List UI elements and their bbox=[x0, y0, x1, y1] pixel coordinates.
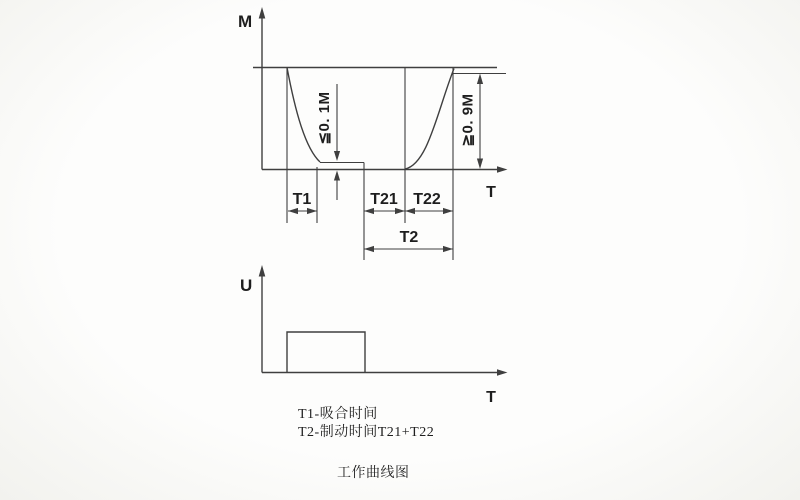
dim-t22-left-arrow-icon bbox=[405, 208, 415, 214]
dim-t1-label: T1 bbox=[292, 191, 312, 208]
dim-t2-left-arrow-icon bbox=[364, 246, 374, 252]
torque-09-annotation: ≧0. 9M bbox=[459, 93, 477, 147]
dim-torque-09 bbox=[460, 74, 484, 170]
dim-t1-left-arrow-icon bbox=[288, 208, 298, 214]
legend-line2: T2-制动时间T21+T22 bbox=[298, 425, 435, 440]
t-axis-arrow-bottom-icon bbox=[497, 369, 508, 375]
t-axis-label-top: T bbox=[486, 184, 496, 201]
dim-t21-label: T21 bbox=[370, 191, 398, 208]
voltage-pulse bbox=[287, 332, 365, 373]
diagram-title: 工作曲线图 bbox=[337, 466, 410, 481]
dim-t2 bbox=[364, 229, 453, 252]
torque-chart bbox=[238, 7, 508, 260]
dim-t1-right-arrow-icon bbox=[307, 208, 317, 214]
dim-01-up-arrow-icon bbox=[334, 171, 340, 181]
dim-t2-right-arrow-icon bbox=[443, 246, 453, 252]
dim-t22 bbox=[405, 191, 453, 214]
dim-t1 bbox=[288, 191, 317, 214]
torque-brake-curve bbox=[405, 69, 454, 170]
dim-09-up-arrow-icon bbox=[477, 74, 483, 85]
dim-t22-right-arrow-icon bbox=[443, 208, 453, 214]
dim-t2-label: T2 bbox=[399, 229, 419, 246]
voltage-chart bbox=[240, 265, 508, 406]
u-axis-arrow-icon bbox=[259, 265, 266, 277]
dim-09-down-arrow-icon bbox=[477, 159, 483, 170]
dim-t22-label: T22 bbox=[413, 191, 441, 208]
u-axis-label: U bbox=[240, 276, 253, 295]
t-axis-label-bottom: T bbox=[486, 389, 496, 406]
dim-t21-right-arrow-icon bbox=[395, 208, 405, 214]
dim-torque-01 bbox=[316, 84, 340, 200]
m-axis-label: M bbox=[238, 12, 253, 31]
dim-01-down-arrow-icon bbox=[334, 151, 340, 161]
dim-t21-left-arrow-icon bbox=[364, 208, 374, 214]
legend-line1: T1-吸合时间 bbox=[298, 407, 378, 422]
torque-01-annotation: ≦0. 1M bbox=[316, 91, 333, 145]
time-dimensions bbox=[288, 191, 453, 252]
m-axis-arrow-icon bbox=[259, 7, 266, 19]
t-axis-arrow-top-icon bbox=[497, 166, 508, 172]
legend bbox=[298, 406, 434, 440]
dim-t21 bbox=[364, 191, 405, 214]
